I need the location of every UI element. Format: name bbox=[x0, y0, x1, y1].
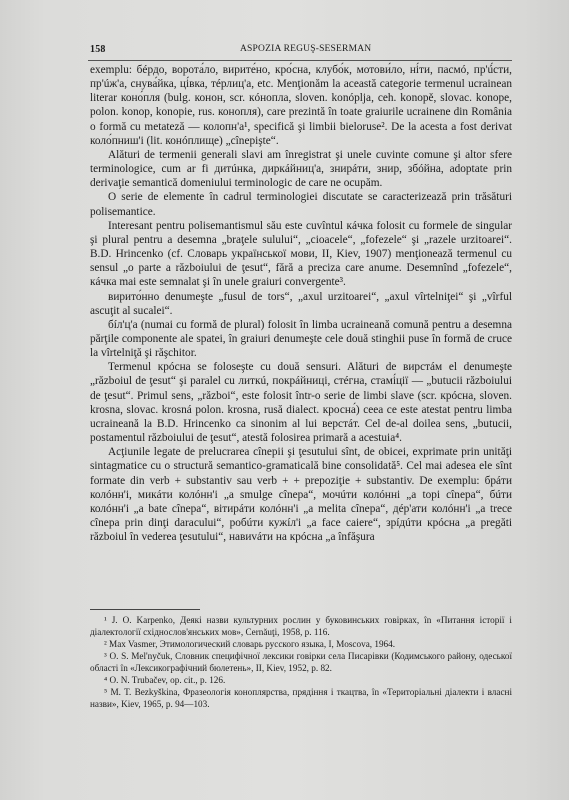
paragraph-8: Acţiunile legate de prelucrarea cînepii şi ţesutului sînt, de obicei, exprimate prin unităţi sintagmatice cu o structură semantico-gramaticală bine consolidată⁵. Cel mai adesea ele sînt formate din verb + substantiv sau verb + + prepoziţie + substantiv. De exemplu: брáти колóнн'і, микáти колóнн'і „a smulge cînepa“, мочúти колóнні „a topi cînepa“, бúти колóнн'і „a bate cînepa“, вітирáти колóнн'і „a melita cînepa“, дéр'ати колóнн'і „a trece cînepa prin dinţi daracului“, робúти кужíл'і „a face caiere“, зрíдúти крóсна „a pregăti războiul în vederea ţesutului“, навиváти на крóсна „a înfăşura bbox=[90, 446, 512, 544]
paragraph-4: Interesant pentru polisemantismul său este cuvîntul кáчка folosit cu formele de singular şi plural pentru a desemna „braţele sulului“, „cioacele“, „fofezele“ şi „razele urzitoarei“. B.D. Hrincenko (cf. Словарь української мови, II, Kiev, 1907) menţionează termenul cu sensul „o parte a războiului de ţesut“, fără a preciza care anume. Desemnînd „fofezele“, кáчка mai este semnalat şi în unele graiuri convergente³. bbox=[90, 219, 512, 289]
paragraph-2: Alături de termenii generali slavi am înregistrat şi unele cuvinte comune şi altor sfere terminologice, cum ar fi дитúнка, диркáйниц'а, знирáти, знир, збóйна, adoptate prin derivaţie semantică domeniului terminologic de care ne ocupăm. bbox=[90, 148, 512, 190]
footnote-1: ¹ J. O. Karpenko, Деякі назви культурних рослин у буковинських говірках, în «Питання історії і діалектології східнослов'янських мов», Cernăuţi, 1958, p. 116. bbox=[90, 615, 512, 637]
paragraph-1: exemplu: бéрдо, ворота́ло, вирите́но, кро́сна, клубо́к, мотови́ло, ні́ти, пасмó, пр'ú́сти, пр'úж'а, снува́йка, ці́вка, тéрлиц'а, etc. Menţionăm la această categorie termenul ucrainean literar коно́пля (bulg. конон, scr. кóнопла, sloven. konóplja, ceh. konopě, slovac. konope, polon. konop, konopie, rus. конопля), care prezintă în toate graiurile ucrainene din România o formă cu metateză — колопн'а¹, specifică şi limbii bieloruse². De la acesta a fost derivat коло́пниш'і (lit. конóплище) „cînepişte“. bbox=[90, 64, 512, 147]
running-title: ASPOZIA REGUŞ-SESERMAN bbox=[240, 44, 372, 54]
header-rule bbox=[88, 60, 512, 61]
footnote-rule bbox=[90, 609, 200, 610]
paragraph-5: вирито́нно denumeşte „fusul de tors“, „axul urzitoarei“, „axul vîrtelniţei“ şi „vîrful ascuţit al sucalei“. bbox=[90, 290, 512, 317]
running-header bbox=[90, 44, 510, 60]
footnote-5: ⁵ M. T. Bezkyškina, Фразеологія коноплярства, прядіння і ткацтва, în «Територіальні діалекти і власні назви», Kiev, 1965, p. 94—103. bbox=[90, 687, 512, 709]
body-text bbox=[90, 63, 512, 544]
paragraph-3: O serie de elemente în cadrul terminologiei discutate se caracterizează prin trăsături polisemantice. bbox=[90, 191, 512, 218]
paragraph-7: Termenul крóсна se foloseşte cu două sensuri. Alături de вирстáм el denumeşte „războiul de ţesut“ şi paralel cu литкú, покрáйниці, стéгна, стамі́ції — „butucii războiului de ţesut“. Primul sens, „război“, este folosit într-o serie de limbi slave (scr. крóсна, sloven. krosna, slovac. krosná polon. krosna, rusă dialect. кросна́) ceea ce este atestat pentru limba ucraineană la B.D. Hrincenko ca sinonim al lui верстáт. Cel de-al doilea sens, „butucii, postamentul războiului de ţesut“, atestă folosirea primară a acestuia⁴. bbox=[90, 361, 512, 445]
footnote-3: ³ O. S. Mel'nyčuk, Словник специфічної лексики говірки села Писарівки (Кодимського району, одеської області în «Лексикографічний бюлетень», II, Kiev, 1952, p. 82. bbox=[90, 651, 512, 673]
footnote-4: ⁴ O. N. Trubačev, op. cit., p. 126. bbox=[104, 675, 226, 685]
footnote-2: ² Max Vasmer, Этимологический словарь русского языка, I, Moscova, 1964. bbox=[104, 639, 396, 649]
paragraph-6: бíл'ц'а (numai cu formă de plural) folosit în limba ucraineană comună pentru a desemna părţile componente ale spatei, în graiuri denumeşte cele două stinghii puse în formă de cruce la vîrtelniţă şi răşchitor. bbox=[90, 318, 512, 360]
footnotes bbox=[90, 614, 512, 710]
page-number: 158 bbox=[90, 44, 106, 55]
